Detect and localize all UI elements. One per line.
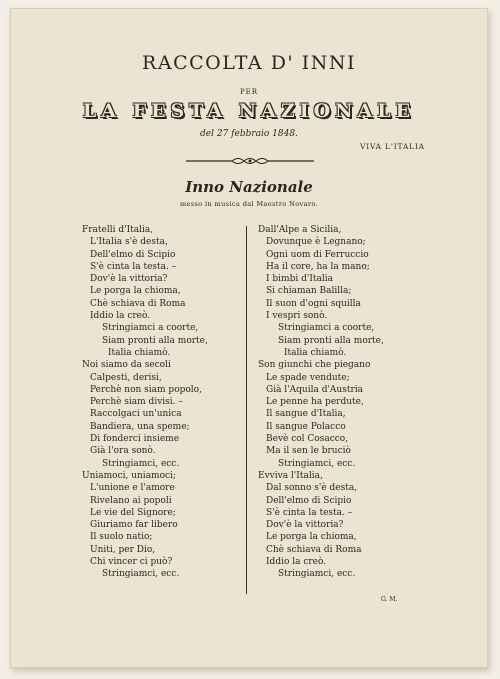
verse-line: Perchè siam divisi. – xyxy=(90,397,183,408)
verse-line: Dell'elmo di Scipio xyxy=(266,495,352,506)
viva-italia-label: VIVA L'ITALIA xyxy=(360,142,425,151)
verse-line: Italia chiamò. xyxy=(284,347,347,358)
festa-heading: LA FESTA NAZIONALE xyxy=(82,100,416,122)
verse-line: S'è cinta la testa. – xyxy=(266,507,353,518)
verse-line: Iddio la creò. xyxy=(266,557,327,568)
column-divider xyxy=(246,226,247,594)
verse-line: Bandiera, una speme; xyxy=(90,421,190,432)
verse-line: Le spade vendute; xyxy=(266,372,350,383)
verse-line: Il suon d'ogni squilla xyxy=(266,298,361,309)
verse-line: Chè schiava di Roma xyxy=(266,544,362,555)
verse-line: Stringiamci, ecc. xyxy=(278,569,356,580)
verse-line: Stringiamci, ecc. xyxy=(102,569,180,580)
verse-line: L'Italia s'è desta, xyxy=(90,237,168,248)
verse-line: Ha il core, ha la mano; xyxy=(266,261,370,272)
verse-line: Le vie del Signore; xyxy=(90,507,176,518)
document-sheet xyxy=(10,8,488,668)
hymn-title: Inno Nazionale xyxy=(185,178,313,196)
verse-line: Il sangue d'Italia, xyxy=(266,409,346,420)
verse-line: Stringiamci, ecc. xyxy=(102,458,180,469)
verse-line: Dov'è la vittoria? xyxy=(90,274,168,285)
verse-line: Iddio la creò. xyxy=(90,311,151,322)
verse-line: Dovunque è Legnano; xyxy=(266,237,366,248)
verse-line: Uniamoci, uniamoci; xyxy=(82,470,176,481)
verse-line: Dov'è la vittoria? xyxy=(266,520,344,531)
author-initials: G. M. xyxy=(381,596,398,603)
verse-line: Giuriamo far libero xyxy=(90,520,178,531)
verse-line: Di fonderci insieme xyxy=(90,434,180,445)
verse-line: Raccolgaci un'unica xyxy=(90,409,182,420)
verse-line: Bevè col Cosacco, xyxy=(266,434,349,445)
verse-line: Dall'Alpe a Sicilia, xyxy=(258,225,342,235)
ornament-rule-icon xyxy=(186,156,314,166)
verse-line: Noi siamo da secoli xyxy=(82,360,171,371)
verse-line: Evviva l'Italia, xyxy=(258,470,323,481)
verse-line: Rivelano ai popoli xyxy=(90,495,172,506)
verse-line: I vespri sonò. xyxy=(266,311,328,322)
verse-line: Perchè non siam popolo, xyxy=(90,384,202,395)
verse-line: Il sangue Polacco xyxy=(266,421,346,432)
verse-line: Chè schiava di Roma xyxy=(90,298,186,309)
verse-line: Le porga la chioma, xyxy=(90,286,181,297)
right-verse-column xyxy=(258,224,448,581)
verse-line: Chi vincer ci può? xyxy=(90,557,173,568)
verse-line: Son giunchi che piegano xyxy=(258,360,371,371)
verse-line: Stringiamci a coorte, xyxy=(278,323,375,334)
verse-line: S'è cinta la testa. – xyxy=(90,261,177,272)
verse-line: Ma il sen le bruciò xyxy=(266,446,351,457)
verse-line: Già l'Aquila d'Austria xyxy=(266,384,364,395)
verse-line: Ogni uom di Ferruccio xyxy=(266,249,369,260)
verse-line: Dal sonno s'è desta, xyxy=(266,483,358,494)
verse-line: Calpesti, derisi, xyxy=(90,372,162,383)
verse-line: L'unione e l'amore xyxy=(90,483,175,494)
left-verse-column xyxy=(82,224,242,581)
document-title: RACCOLTA D' INNI xyxy=(142,52,356,74)
verse-line: Uniti, per Dio, xyxy=(90,544,156,555)
verse-line: Si chiaman Balilla; xyxy=(266,286,352,297)
verse-line: Fratelli d'Italia, xyxy=(82,225,154,235)
verse-line: Già l'ora sonò. xyxy=(90,446,156,457)
verse-line: Siam pronti alla morte, xyxy=(102,335,208,346)
verse-line: Italia chiamò. xyxy=(108,347,171,358)
verse-line: Siam pronti alla morte, xyxy=(278,335,384,346)
per-label: PER xyxy=(239,88,259,96)
verse-line: Il suolo natio; xyxy=(90,532,153,543)
verse-line: I bimbi d'Italia xyxy=(266,274,333,285)
verse-line: Stringiamci a coorte, xyxy=(102,323,199,334)
verse-line: Dell'elmo di Scipio xyxy=(90,249,176,260)
hymn-subtitle: messo in musica dal Maestro Novaro. xyxy=(179,200,319,208)
date-line: del 27 febbraio 1848. xyxy=(200,129,298,139)
verse-line: Le porga la chioma, xyxy=(266,532,357,543)
verse-line: Le penne ha perdute, xyxy=(266,397,364,408)
verse-line: Stringiamci, ecc. xyxy=(278,458,356,469)
